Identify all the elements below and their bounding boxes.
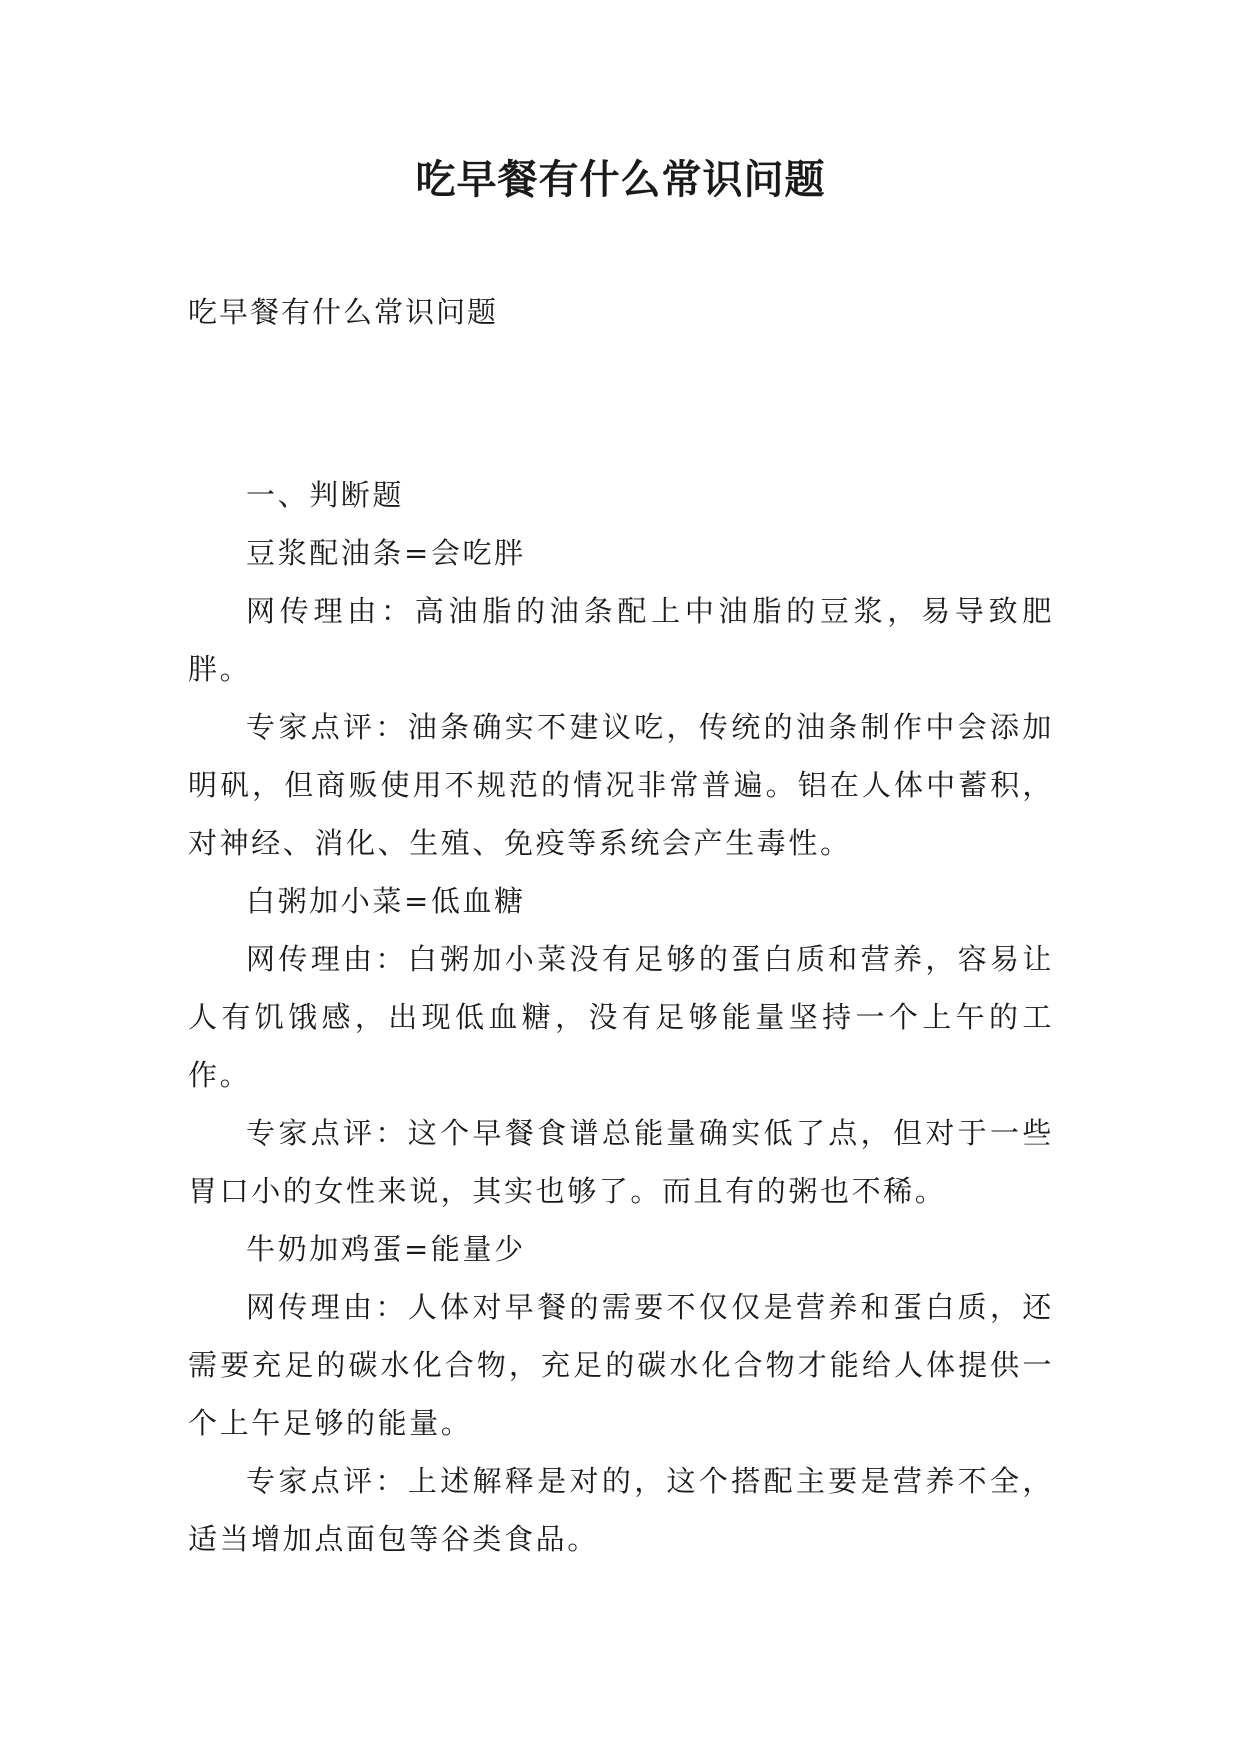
document-title: 吃早餐有什么常识问题 <box>415 156 826 203</box>
section-heading: 一、判断题 <box>246 478 405 512</box>
document-subtitle: 吃早餐有什么常识问题 <box>188 295 499 329</box>
rumor-reason-paragraph: 网传理由：白粥加小菜没有足够的蛋白质和营养，容易让人有饥饿感，出现低血糖，没有足够能量坚持一个上午的工作。 <box>188 942 1054 1092</box>
expert-comment-paragraph: 专家点评：这个早餐食谱总能量确实低了点，但对于一些胃口小的女性来说，其实也够了。而且有的粥也不稀。 <box>188 1116 1054 1208</box>
rumor-reason-paragraph: 网传理由：人体对早餐的需要不仅仅是营养和蛋白质，还需要充足的碳水化合物，充足的碳水化合物才能给人体提供一个上午足够的能量。 <box>188 1290 1054 1440</box>
claim-heading: 牛奶加鸡蛋=能量少 <box>246 1232 526 1266</box>
claim-heading: 白粥加小菜=低血糖 <box>246 884 526 918</box>
document-body <box>188 466 1054 1568</box>
expert-comment-paragraph: 专家点评：上述解释是对的，这个搭配主要是营养不全，适当增加点面包等谷类食品。 <box>188 1464 1054 1556</box>
rumor-reason-paragraph: 网传理由：高油脂的油条配上中油脂的豆浆，易导致肥胖。 <box>188 594 1054 686</box>
claim-heading: 豆浆配油条=会吃胖 <box>246 536 526 570</box>
expert-comment-paragraph: 专家点评：油条确实不建议吃，传统的油条制作中会添加明矾，但商贩使用不规范的情况非常普遍。铝在人体中蓄积，对神经、消化、生殖、免疫等系统会产生毒性。 <box>188 710 1054 860</box>
